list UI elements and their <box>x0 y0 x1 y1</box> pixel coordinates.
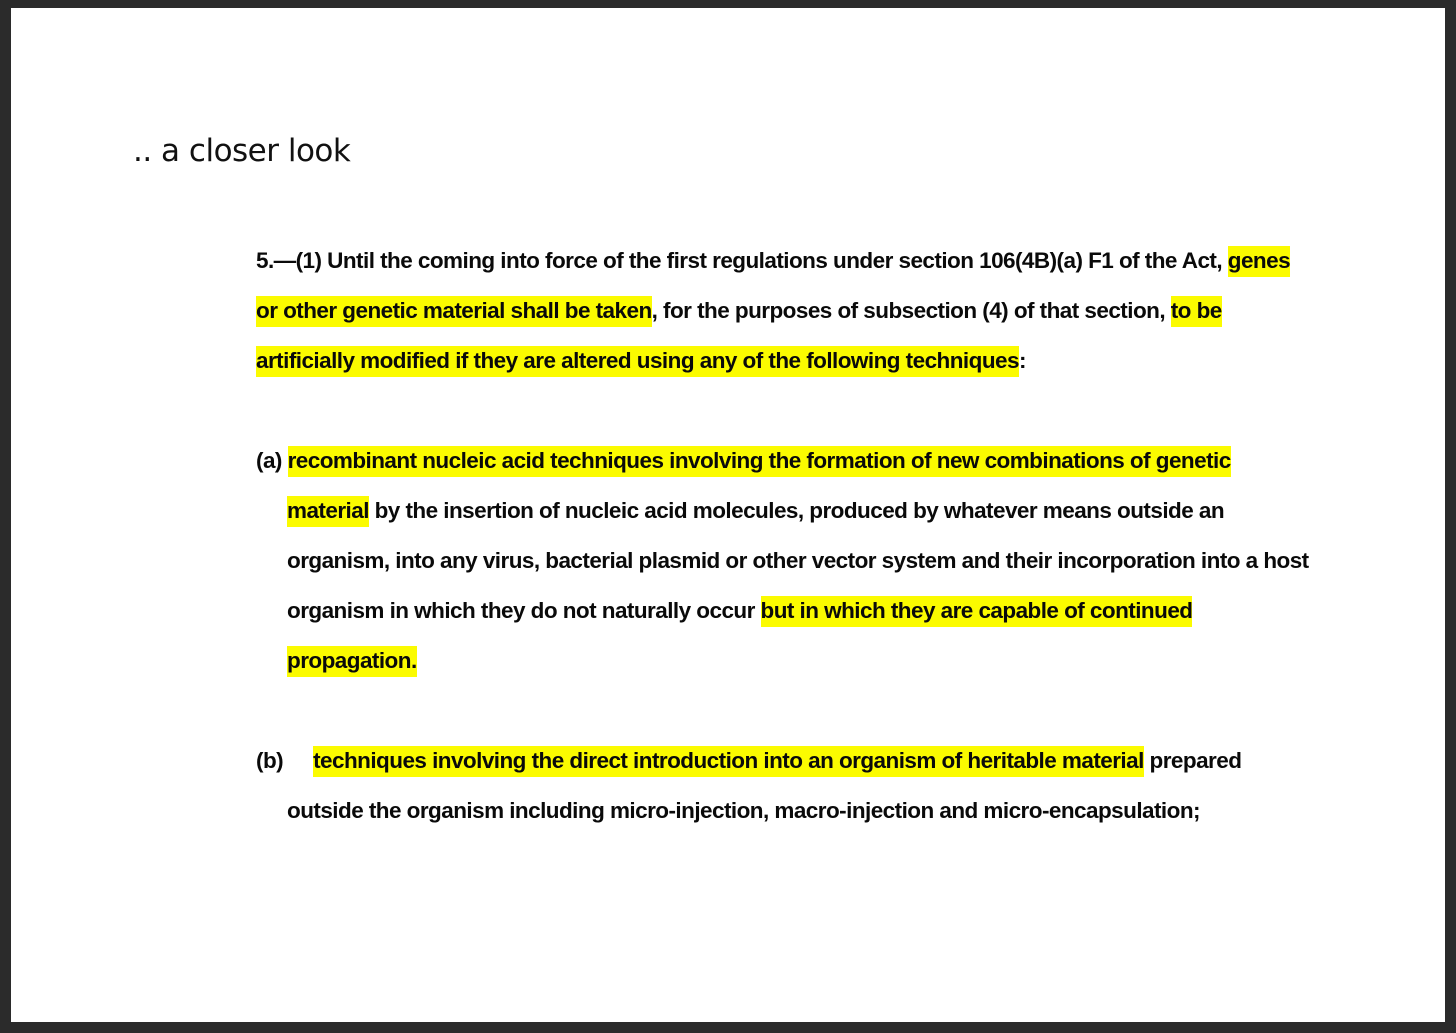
intro-text-3: : <box>1018 348 1026 373</box>
clause-intro <box>256 236 1316 386</box>
intro-highlight-2: to be artificially modified if they are altered using any of the following techniques <box>256 296 1222 377</box>
item-a-marker: (a) <box>256 448 282 473</box>
item-a-highlight-2: but in which they are capable of continued propagation. <box>287 596 1192 677</box>
intro-text-1: 5.—(1) Until the coming into force of the first regulations under section 106(4B)(a) F1 of the Act, <box>256 248 1228 273</box>
clause-item-b <box>256 736 1316 836</box>
intro-text-2: , for the purposes of subsection (4) of that section, <box>651 298 1171 323</box>
intro-highlight-1: genes or other genetic material shall be taken <box>256 246 1290 327</box>
legal-clause <box>256 236 1316 886</box>
clause-item-a <box>256 436 1316 686</box>
item-b-highlight-1: techniques involving the direct introduction into an organism of heritable material <box>313 746 1144 777</box>
item-a-highlight-1: recombinant nucleic acid techniques involving the formation of new combinations of genetic material <box>287 446 1231 527</box>
document-page <box>11 8 1445 1022</box>
item-b-marker: (b) <box>256 748 284 773</box>
item-b-text-1: prepared outside the organism including micro-injection, macro-injection and micro-encapsulation; <box>287 748 1242 823</box>
slide-heading: .. a closer look <box>133 133 351 169</box>
item-a-text-1: by the insertion of nucleic acid molecules, produced by whatever means outside an organism, into any virus, bacterial plasmid or other vector system and their incorporation into a host organism in which they do not naturally occur <box>287 498 1309 623</box>
